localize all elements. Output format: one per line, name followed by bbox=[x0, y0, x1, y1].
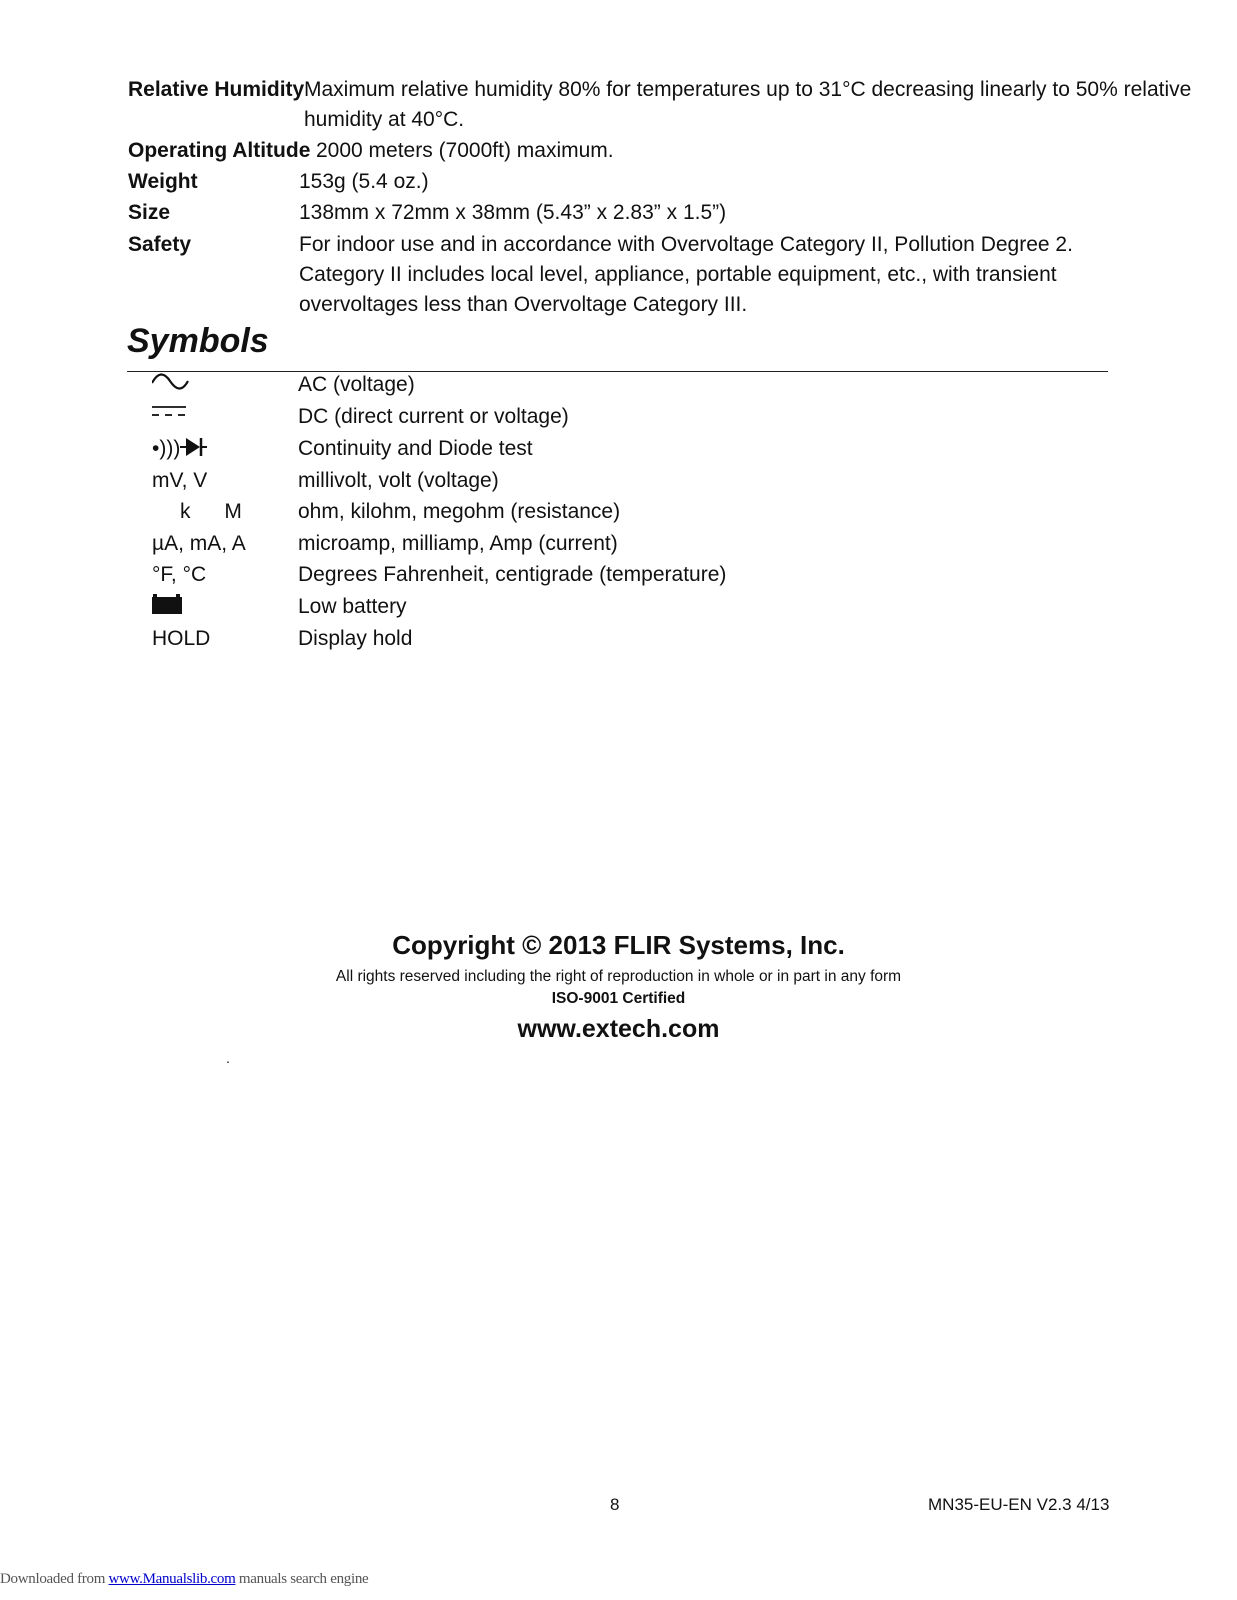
spec-value: 2000 meters (7000ft) maximum. bbox=[316, 139, 614, 162]
iso-certification: ISO-9001 Certified bbox=[551, 990, 686, 1007]
footer-suffix: manuals search engine bbox=[235, 1571, 369, 1587]
symbol-description: Display hold bbox=[298, 627, 413, 650]
battery-icon bbox=[152, 592, 282, 623]
spec-relative-humidity bbox=[128, 75, 1228, 135]
spec-weight bbox=[128, 167, 1228, 197]
symbol-description: Low battery bbox=[298, 595, 407, 618]
spec-label: Weight bbox=[128, 170, 198, 193]
symbol-description: millivolt, volt (voltage) bbox=[298, 469, 499, 492]
copyright-notice: Copyright © 2013 FLIR Systems, Inc. bbox=[392, 930, 845, 960]
symbol-description: microamp, milliamp, Amp (current) bbox=[298, 532, 618, 555]
continuity-diode-icon bbox=[152, 434, 282, 464]
spec-label: Operating Altitude bbox=[128, 139, 311, 162]
spec-label: Safety bbox=[128, 233, 192, 256]
symbol-text: µA, mA, A bbox=[152, 532, 246, 555]
spec-safety bbox=[128, 230, 1228, 320]
symbol-description: Continuity and Diode test bbox=[298, 437, 533, 460]
symbol-text: °F, °C bbox=[152, 563, 207, 586]
stray-dot: . bbox=[226, 1050, 230, 1066]
spec-operating-altitude bbox=[128, 136, 1228, 166]
dc-icon bbox=[152, 402, 282, 435]
spec-label: Relative Humidity bbox=[128, 78, 305, 101]
page-number: 8 bbox=[610, 1495, 620, 1514]
spec-value: Maximum relative humidity 80% for temperatures up to 31°C decreasing linearly to 50% relative humidity at 40°C. bbox=[304, 78, 1192, 131]
section-title: Symbols bbox=[127, 322, 269, 360]
manualslib-link[interactable]: www.Manualslib.com bbox=[108, 1571, 236, 1587]
rights-statement: All rights reserved including the right of reproduction in whole or in part in any form bbox=[335, 968, 902, 985]
symbol-description: ohm, kilohm, megohm (resistance) bbox=[298, 500, 621, 523]
ac-wave-icon bbox=[152, 370, 282, 403]
continuity-symbol: •))) bbox=[152, 437, 181, 460]
symbol-text: mV, V bbox=[152, 469, 208, 492]
symbol-text: k M bbox=[180, 500, 242, 523]
document-id: MN35-EU-EN V2.3 4/13 bbox=[928, 1495, 1110, 1514]
symbol-description: DC (direct current or voltage) bbox=[298, 405, 569, 428]
spec-value: 153g (5.4 oz.) bbox=[299, 170, 429, 193]
symbol-description: AC (voltage) bbox=[298, 373, 415, 396]
footer-prefix: Downloaded from bbox=[0, 1571, 109, 1587]
download-footer bbox=[0, 1571, 368, 1588]
spec-label: Size bbox=[128, 201, 171, 224]
spec-size bbox=[128, 198, 1228, 228]
website-url: www.extech.com bbox=[517, 1015, 720, 1043]
spec-value: For indoor use and in accordance with Overvoltage Category II, Pollution Degree 2. Category II includes local level, appliance, portable equipment, etc., with transient overvoltages less than Overvoltage Category III. bbox=[299, 233, 1073, 316]
symbol-description: Degrees Fahrenheit, centigrade (temperature) bbox=[298, 563, 727, 586]
symbol-text: HOLD bbox=[152, 627, 211, 650]
spec-value: 138mm x 72mm x 38mm (5.43” x 2.83” x 1.5”) bbox=[299, 201, 727, 224]
